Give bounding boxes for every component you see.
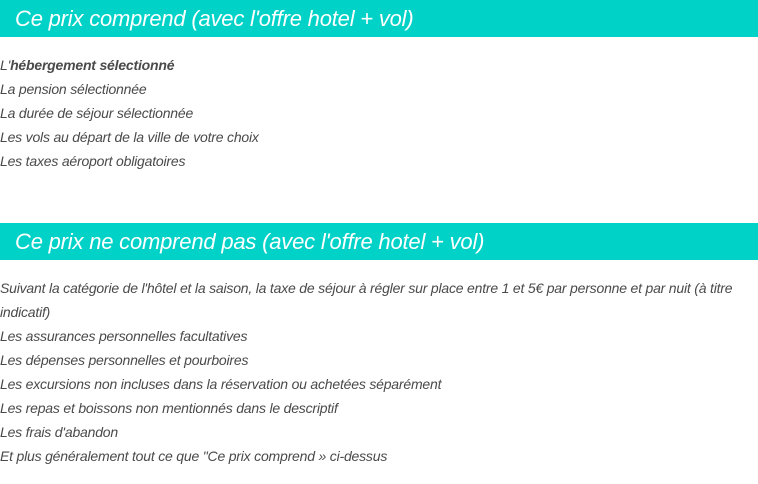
list-item xyxy=(0,53,752,77)
includes-list xyxy=(0,53,752,173)
list-item: La pension sélectionnée xyxy=(0,81,147,97)
excludes-section-title: Ce prix ne comprend pas (avec l'offre hotel + vol) xyxy=(0,223,758,260)
list-item: La durée de séjour sélectionnée xyxy=(0,105,194,121)
list-item: Et plus généralement tout ce que "Ce prix comprend » ci-dessus xyxy=(0,448,388,464)
includes-section-title: Ce prix comprend (avec l'offre hotel + vol) xyxy=(0,0,758,37)
excludes-list xyxy=(0,276,752,468)
list-item: Les dépenses personnelles et pourboires xyxy=(0,352,249,368)
list-item: Les taxes aéroport obligatoires xyxy=(0,153,186,169)
list-item-bold-text: hébergement sélectionné xyxy=(10,57,175,73)
list-item: Les frais d'abandon xyxy=(0,424,118,440)
list-item: Les repas et boissons non mentionnés dans le descriptif xyxy=(0,400,338,416)
list-item: Les assurances personnelles facultatives xyxy=(0,328,248,344)
list-item: Suivant la catégorie de l'hôtel et la saison, la taxe de séjour à régler sur place entre 1 et 5€ par personne et par nuit (à titre indicatif) xyxy=(0,280,733,320)
list-item: Les vols au départ de la ville de votre choix xyxy=(0,129,259,145)
list-item: Les excursions non incluses dans la réservation ou achetées séparément xyxy=(0,376,442,392)
list-item-prefix: L' xyxy=(0,57,11,73)
